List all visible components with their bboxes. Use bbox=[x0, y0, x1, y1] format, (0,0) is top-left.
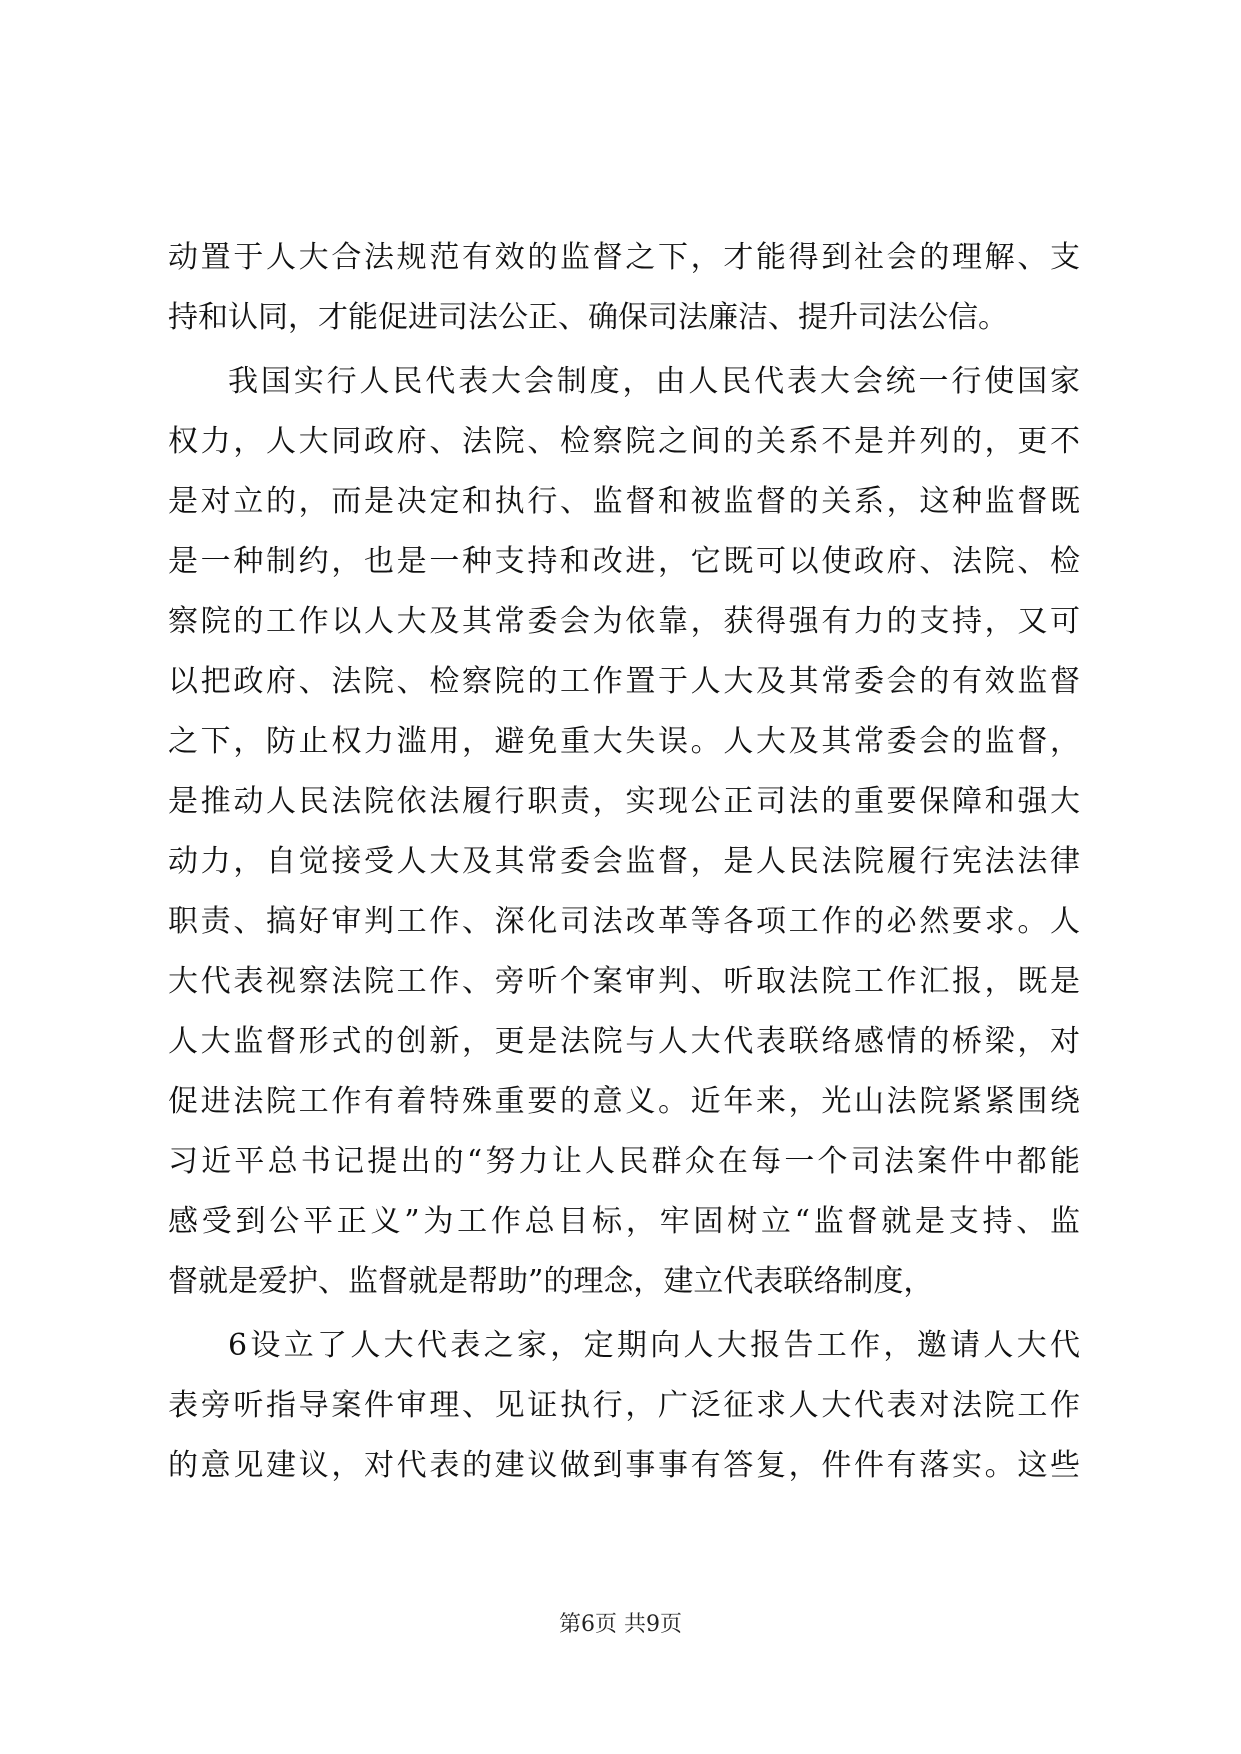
paragraph-line: 动力，自觉接受人大及其常委会监督，是人民法院履行宪法法律 bbox=[168, 844, 1080, 879]
paragraph-line: 权力，人大同政府、法院、检察院之间的关系不是并列的，更不 bbox=[168, 424, 1080, 459]
paragraph-line: 表旁听指导案件审理、见证执行，广泛征求人大代表对法院工作 bbox=[168, 1388, 1080, 1423]
paragraph-line: 是推动人民法院依法履行职责，实现公正司法的重要保障和强大 bbox=[168, 784, 1080, 819]
paragraph-line: 持和认同，才能促进司法公正、确保司法廉洁、提升司法公信。 bbox=[168, 300, 1008, 335]
body-text bbox=[168, 228, 1080, 1496]
paragraph-line: 是一种制约，也是一种支持和改进，它既可以使政府、法院、检 bbox=[168, 544, 1080, 579]
paragraph-line: 是对立的，而是决定和执行、监督和被监督的关系，这种监督既 bbox=[168, 484, 1080, 519]
paragraph-line: 6设立了人大代表之家，定期向人大报告工作，邀请人大代 bbox=[228, 1328, 1080, 1363]
paragraph-line: 的意见建议，对代表的建议做到事事有答复，件件有落实。这些 bbox=[168, 1448, 1080, 1483]
paragraph-line: 之下，防止权力滥用，避免重大失误。人大及其常委会的监督， bbox=[168, 724, 1080, 759]
paragraph-line: 察院的工作以人大及其常委会为依靠，获得强有力的支持，又可 bbox=[168, 604, 1080, 639]
paragraph-line: 动置于人大合法规范有效的监督之下，才能得到社会的理解、支 bbox=[168, 240, 1080, 275]
paragraph-line: 大代表视察法院工作、旁听个案审判、听取法院工作汇报，既是 bbox=[168, 964, 1080, 999]
page-footer bbox=[0, 1610, 1241, 1640]
paragraph-line: 以把政府、法院、检察院的工作置于人大及其常委会的有效监督 bbox=[168, 664, 1080, 699]
paragraph-line: 督就是爱护、监督就是帮助”的理念，建立代表联络制度， bbox=[168, 1264, 934, 1299]
paragraph-line: 习近平总书记提出的“努力让人民群众在每一个司法案件中都能 bbox=[168, 1144, 1080, 1179]
page-number: 第6页 共9页 bbox=[559, 1612, 682, 1637]
paragraph-line: 促进法院工作有着特殊重要的意义。近年来，光山法院紧紧围绕 bbox=[168, 1084, 1080, 1119]
paragraph-line: 我国实行人民代表大会制度，由人民代表大会统一行使国家 bbox=[228, 364, 1080, 399]
paragraph-line: 人大监督形式的创新，更是法院与人大代表联络感情的桥梁，对 bbox=[168, 1024, 1080, 1059]
paragraph-line: 感受到公平正义”为工作总目标，牢固树立“监督就是支持、监 bbox=[168, 1204, 1080, 1239]
paragraph-line: 职责、搞好审判工作、深化司法改革等各项工作的必然要求。人 bbox=[168, 904, 1080, 939]
